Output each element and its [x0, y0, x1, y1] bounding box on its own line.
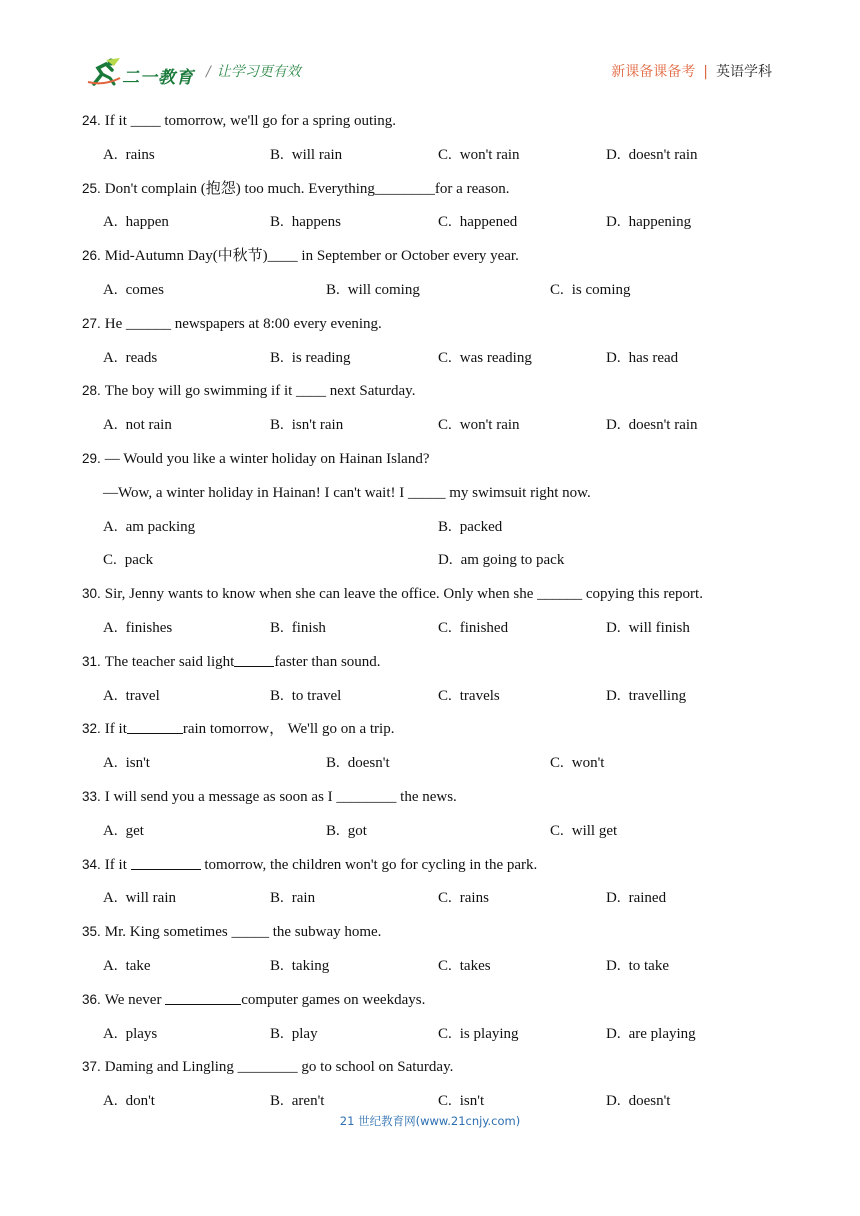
question-text: Don't complain (抱怨) too much. Everything________for a reason.: [104, 180, 510, 197]
option-letter: C.: [438, 958, 452, 974]
option-letter: B.: [270, 1093, 284, 1110]
option-letter: A.: [103, 146, 118, 163]
option-text: am packing: [125, 518, 196, 535]
question-stem-row-2: [0, 476, 860, 510]
option-c: [438, 341, 532, 375]
option-letter: D.: [606, 417, 621, 434]
option-b: [326, 746, 390, 780]
question-stem-row: [0, 1050, 860, 1084]
question-text: If it ____ tomorrow, we'll go for a spring outing.: [104, 113, 397, 129]
option-text: comes: [125, 282, 164, 298]
question-stem: [82, 374, 415, 408]
option-text: are playing: [628, 1025, 696, 1042]
page-footer: 21 世纪教育网(www.21cnjy.com): [339, 1114, 521, 1128]
options-row: [0, 341, 860, 375]
option-letter: D.: [606, 1093, 621, 1110]
option-text: isn't: [459, 1093, 485, 1110]
option-b: [270, 205, 341, 239]
option-letter: C.: [550, 755, 564, 772]
option-a: [103, 1017, 157, 1051]
option-letter: B.: [270, 620, 284, 636]
option-text: is playing: [459, 1025, 519, 1042]
question-stem: [82, 780, 457, 814]
question-number: 33.: [82, 789, 101, 804]
option-d: [606, 1017, 696, 1051]
question-text-after: computer games on weekdays.: [241, 991, 426, 1008]
option-text: isn't rain: [291, 417, 344, 434]
question-number: 34.: [82, 856, 101, 872]
question-stem-row: [0, 172, 860, 206]
question-text-after: tomorrow, the children won't go for cycling in the park.: [200, 856, 538, 873]
option-d: [606, 205, 691, 239]
question-stem-row: [0, 712, 860, 746]
option-letter: C.: [438, 1025, 452, 1042]
option-text: takes: [459, 958, 491, 974]
question-text: Daming and Lingling ________ go to school on Saturday.: [104, 1059, 454, 1076]
option-text: isn't: [125, 755, 150, 772]
question-stem: [82, 1050, 453, 1084]
question-text: Sir, Jenny wants to know when she can leave the office. Only when she ______ copying this report.: [104, 586, 703, 603]
option-b: [270, 611, 326, 645]
option-text: not rain: [125, 417, 172, 434]
options-row: [0, 408, 860, 442]
option-b: [438, 510, 502, 544]
option-b: [270, 949, 329, 983]
option-letter: A.: [103, 214, 118, 231]
option-text: has read: [628, 349, 679, 366]
question-number: 36.: [82, 991, 101, 1007]
option-letter: A.: [103, 349, 118, 366]
option-text: to take: [628, 958, 669, 974]
question-text: If it: [104, 721, 127, 738]
option-text: finished: [459, 620, 509, 636]
option-a: [103, 746, 150, 780]
question-stem-row: [0, 374, 860, 408]
question-stem: [82, 104, 396, 138]
option-text: reads: [125, 349, 158, 366]
question-stem-row: [0, 239, 860, 273]
option-c: [438, 408, 520, 442]
question-text: The boy will go swimming if it ____ next Saturday.: [104, 383, 416, 400]
option-b: [270, 138, 342, 172]
option-text: was reading: [459, 349, 532, 366]
option-text: happening: [628, 214, 692, 231]
option-letter: A.: [103, 890, 118, 907]
option-letter: A.: [103, 518, 118, 535]
option-d: [606, 611, 690, 645]
options-row: [0, 949, 860, 983]
option-letter: C.: [438, 349, 452, 366]
question-number: 25.: [82, 180, 101, 196]
option-text: doesn't rain: [628, 146, 698, 163]
option-c: [438, 1017, 519, 1051]
options-row: [0, 814, 860, 848]
option-letter: D.: [438, 552, 453, 569]
option-letter: C.: [550, 822, 564, 839]
option-c: [550, 814, 617, 848]
option-text: rains: [459, 890, 489, 907]
option-text: packed: [459, 518, 503, 535]
question-stem: [82, 983, 425, 1017]
option-text: won't rain: [459, 417, 520, 434]
option-text: get: [125, 822, 144, 839]
option-text: is coming: [571, 282, 631, 298]
option-text: is reading: [291, 349, 351, 366]
option-text: to travel: [291, 687, 342, 704]
option-letter: C.: [438, 146, 452, 163]
option-letter: D.: [606, 146, 621, 163]
option-text: will rain: [291, 146, 343, 163]
question-stem: [82, 172, 509, 206]
option-text: take: [125, 958, 151, 974]
options-row: [0, 138, 860, 172]
question-number: 28.: [82, 383, 101, 399]
question-stem-row: [0, 307, 860, 341]
option-letter: A.: [103, 282, 118, 298]
question-number: 32.: [82, 721, 101, 737]
option-c: [438, 679, 500, 713]
option-text: won't rain: [459, 146, 520, 163]
question-stem: [82, 712, 394, 746]
option-a: [103, 611, 172, 645]
option-letter: B.: [438, 518, 452, 535]
question-stem-row: [0, 848, 860, 882]
option-letter: B.: [326, 822, 340, 839]
option-text: happened: [459, 214, 518, 231]
option-letter: A.: [103, 417, 118, 434]
option-text: travelling: [628, 687, 687, 704]
question-text-line2: —Wow, a winter holiday in Hainan! I can't wait! I _____ my swimsuit right now.: [103, 484, 591, 501]
options-row: [0, 510, 860, 544]
option-letter: D.: [606, 1025, 621, 1042]
option-c: [438, 205, 517, 239]
option-a: [103, 814, 144, 848]
question-number: 24.: [82, 113, 101, 128]
option-text: play: [291, 1025, 318, 1042]
option-text: don't: [125, 1093, 155, 1110]
option-c: [438, 611, 508, 645]
option-a: [103, 205, 169, 239]
option-text: will coming: [347, 282, 420, 298]
option-c: [103, 543, 153, 577]
option-a: [103, 510, 195, 544]
option-text: happens: [291, 214, 341, 231]
options-row: [0, 746, 860, 780]
options-row: [0, 273, 860, 307]
option-letter: C.: [438, 620, 452, 636]
option-text: taking: [291, 958, 330, 974]
answer-blank: [234, 652, 274, 667]
option-text: rains: [125, 146, 155, 163]
header-course-label: 新课备课备考: [611, 64, 696, 80]
question-stem-row: [0, 983, 860, 1017]
option-c: [438, 949, 491, 983]
option-b: [270, 1017, 318, 1051]
option-letter: C.: [103, 552, 117, 569]
option-c: [550, 746, 604, 780]
option-text: travels: [459, 687, 500, 704]
option-b: [270, 881, 315, 915]
option-d: [606, 949, 669, 983]
option-d: [606, 138, 698, 172]
option-text: will finish: [628, 620, 690, 636]
option-letter: C.: [550, 282, 564, 298]
option-a: [103, 949, 151, 983]
page-header: [0, 0, 860, 100]
option-letter: B.: [270, 1025, 284, 1042]
options-row: [0, 881, 860, 915]
question-stem-row: [0, 780, 860, 814]
question-text: He ______ newspapers at 8:00 every evening.: [104, 315, 382, 332]
answer-blank: [131, 855, 201, 870]
option-letter: A.: [103, 958, 118, 974]
question-number: 27.: [82, 315, 101, 331]
question-number: 30.: [82, 586, 101, 602]
option-a: [103, 341, 157, 375]
question-stem: [82, 239, 519, 273]
question-text: Mid-Autumn Day(中秋节)____ in September or October every year.: [104, 248, 519, 265]
option-d: [438, 543, 564, 577]
options-row: [0, 543, 860, 577]
option-letter: B.: [270, 417, 284, 434]
option-text: won't: [571, 755, 605, 772]
question-stem-row: [0, 442, 860, 476]
option-text: doesn't rain: [628, 417, 698, 434]
option-d: [606, 881, 666, 915]
option-letter: D.: [606, 620, 621, 636]
question-text: I will send you a message as soon as I ________ the news.: [104, 789, 457, 805]
option-text: pack: [124, 552, 154, 569]
option-letter: A.: [103, 620, 118, 636]
option-letter: B.: [270, 349, 284, 366]
question-text: The teacher said light: [104, 653, 235, 670]
answer-blank: [165, 990, 241, 1005]
option-letter: B.: [270, 687, 284, 704]
option-b: [326, 273, 420, 307]
question-stem: [82, 645, 381, 679]
option-c: [438, 881, 489, 915]
option-text: aren't: [291, 1093, 325, 1110]
option-text: doesn't: [347, 755, 390, 772]
option-d: [606, 679, 686, 713]
option-letter: B.: [270, 214, 284, 231]
option-letter: D.: [606, 349, 621, 366]
option-text: finishes: [125, 620, 173, 636]
option-letter: B.: [270, 890, 284, 907]
option-letter: C.: [438, 890, 452, 907]
option-letter: C.: [438, 687, 452, 704]
question-stem-row: [0, 577, 860, 611]
question-number: 29.: [82, 451, 101, 466]
option-b: [326, 814, 367, 848]
options-row: [0, 679, 860, 713]
question-text: We never: [104, 991, 166, 1008]
options-row: [0, 1017, 860, 1051]
option-letter: A.: [103, 822, 118, 839]
option-d: [606, 408, 698, 442]
option-letter: D.: [606, 958, 621, 974]
option-text: travel: [125, 687, 160, 704]
option-letter: C.: [438, 214, 452, 231]
option-text: doesn't: [628, 1093, 671, 1110]
option-text: will rain: [125, 890, 176, 907]
question-stem: [82, 915, 381, 949]
option-b: [270, 679, 341, 713]
option-text: rain: [291, 890, 316, 907]
option-c: [550, 273, 631, 307]
answer-blank: [127, 719, 183, 734]
option-letter: A.: [103, 755, 118, 772]
question-text-after: faster than sound.: [274, 653, 381, 670]
option-text: am going to pack: [460, 552, 565, 569]
question-text-after: rain tomorrow， We'll go on a trip.: [182, 721, 395, 738]
logo-text: 二一教育: [122, 68, 194, 88]
question-text: — Would you like a winter holiday on Hainan Island?: [104, 451, 430, 467]
question-stem-row: [0, 915, 860, 949]
option-a: [103, 881, 176, 915]
options-row: [0, 611, 860, 645]
option-letter: D.: [606, 214, 621, 231]
options-row: [0, 205, 860, 239]
option-letter: A.: [103, 1093, 118, 1110]
option-letter: A.: [103, 1025, 118, 1042]
option-a: [103, 138, 155, 172]
header-right: 新课备课备考 | 英语学科: [611, 64, 772, 80]
option-letter: A.: [103, 687, 118, 704]
option-letter: B.: [326, 755, 340, 772]
question-stem: [82, 577, 703, 611]
question-number: 37.: [82, 1059, 101, 1075]
option-letter: B.: [270, 958, 284, 974]
header-slogan: / 让学习更有效: [206, 64, 301, 80]
option-letter: B.: [326, 282, 340, 298]
option-letter: D.: [606, 890, 621, 907]
option-letter: D.: [606, 687, 621, 704]
option-b: [270, 408, 343, 442]
option-c: [438, 138, 520, 172]
option-text: got: [347, 822, 367, 839]
question-stem: [82, 307, 382, 341]
option-letter: B.: [270, 146, 284, 163]
question-number: 35.: [82, 924, 101, 940]
option-text: plays: [125, 1025, 158, 1042]
option-text: rained: [628, 890, 667, 907]
question-stem-row: [0, 104, 860, 138]
header-subject: 英语学科: [716, 64, 772, 80]
question-text: If it: [104, 856, 131, 873]
question-number: 31.: [82, 653, 101, 669]
option-d: [606, 341, 678, 375]
option-b: [270, 341, 351, 375]
option-text: will get: [571, 822, 618, 839]
option-a: [103, 273, 164, 307]
question-stem: [82, 442, 429, 476]
question-number: 26.: [82, 248, 101, 264]
question-text: Mr. King sometimes _____ the subway home.: [104, 924, 382, 941]
option-text: happen: [125, 214, 169, 231]
option-text: finish: [291, 620, 326, 636]
option-a: [103, 679, 160, 713]
question-stem: [82, 848, 537, 882]
option-a: [103, 408, 172, 442]
question-stem-row: [0, 645, 860, 679]
option-letter: C.: [438, 417, 452, 434]
option-letter: C.: [438, 1093, 452, 1110]
